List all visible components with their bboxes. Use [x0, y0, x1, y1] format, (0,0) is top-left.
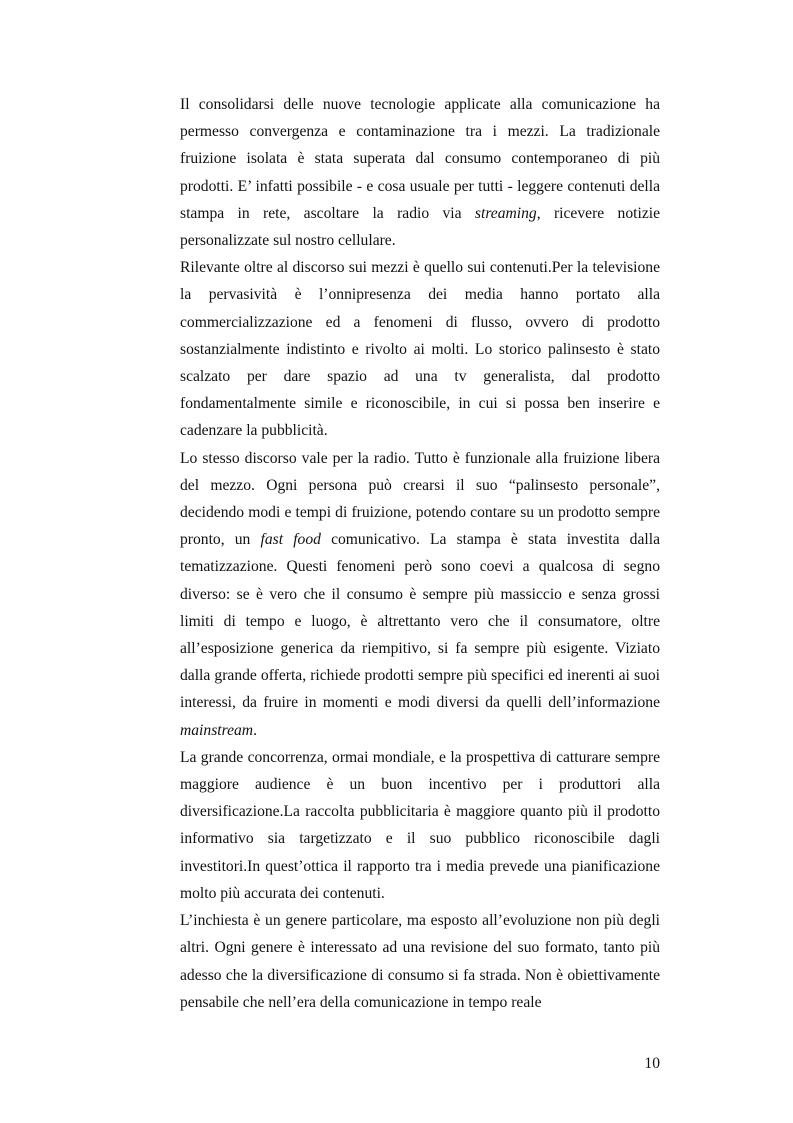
p1-text-a: Il consolidarsi delle nuove tecnologie applicate alla comunicazione ha permesso convergenza e contaminazione tra i mezzi. La tradizionale fruizione isolata è stata superata dal consumo contemporaneo di più prodotti. E’ infatti possibile - e cosa usuale per tutti - leggere contenuti della stampa in rete, ascoltare la radio via [180, 96, 660, 222]
p1-text-b: , ricevere notizie personalizzate sul nostro cellulare. [180, 204, 660, 250]
paragraph-5 [180, 907, 660, 1016]
paragraph-1 [180, 91, 660, 254]
p2-text: Rilevante oltre al discorso sui mezzi è quello sui contenuti.Per la televisione la pervasività è l’onnipresenza dei media hanno portato alla commercializzazione ed a fenomeni di flusso, ovvero di prodotto sostanzialmente indistinto e rivolto ai molti. Lo storico palinsesto è stato scalzato per dare spazio ad una tv generalista, dal prodotto fondamentalmente simile e riconoscibile, in cui si possa ben inserire e cadenzare la pubblicità. [180, 259, 660, 440]
p3-text-a: Lo stesso discorso vale per la radio. Tutto è funzionale alla fruizione libera del mezzo. Ogni persona può crearsi il suo “palinsesto personale”, decidendo modi e tempi di fruizione, potendo contare su un prodotto sempre pronto, un [180, 449, 660, 549]
body-text [180, 91, 660, 1016]
p4-text: La grande concorrenza, ormai mondiale, e la prospettiva di catturare sempre maggiore audience è un buon incentivo per i produttori alla diversificazione.La raccolta pubblicitaria è maggiore quanto più il prodotto informativo sia targetizzato e il suo pubblico riconoscibile dagli investitori.In quest’ottica il rapporto tra i media prevede una pianificazione molto più accurata dei contenuti. [180, 748, 660, 902]
p3-text-b: comunicativo. La stampa è stata investita dalla tematizzazione. Questi fenomeni però sono coevi a qualcosa di segno diverso: se è vero che il consumo è sempre più massiccio e senza grossi limiti di tempo e luogo, è altrettanto vero che il consumatore, oltre all’esposizione generica da riempitivo, si fa sempre più esigente. Viziato dalla grande offerta, richiede prodotti sempre più specifici ed inerenti ai suoi interessi, da fruire in momenti e modi diversi da quelli dell’informazione [180, 531, 660, 712]
p3-italic-mainstream: mainstream [180, 721, 254, 739]
p3-italic-fast-food: fast food [260, 531, 321, 549]
paragraph-3 [180, 445, 660, 744]
p1-italic-streaming: streaming [474, 204, 537, 222]
page-number: 10 [644, 1055, 660, 1072]
paragraph-2 [180, 254, 660, 444]
p5-text: L’inchiesta è un genere particolare, ma esposto all’evoluzione non più degli altri. Ogni genere è interessato ad una revisione del suo formato, tanto più adesso che la diversificazione di consumo si fa strada. Non è obiettivamente pensabile che nell’era della comunicazione in tempo reale [180, 912, 660, 1011]
p3-text-c: . [253, 721, 257, 739]
paragraph-4 [180, 744, 660, 907]
